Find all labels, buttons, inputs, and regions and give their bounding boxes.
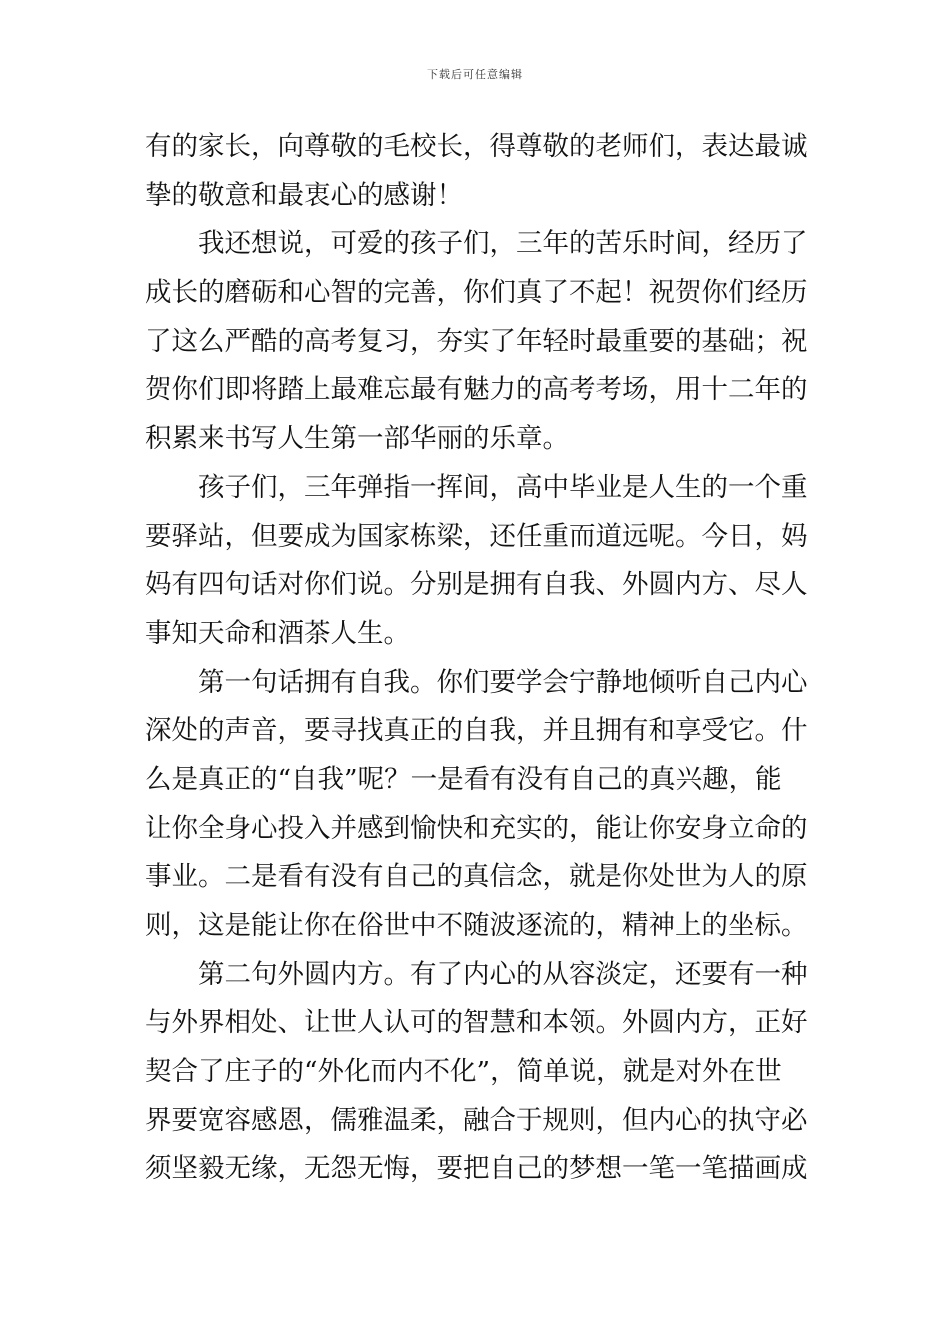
text-line: 事知天命和酒茶人生。	[145, 617, 410, 649]
paragraph-first-line: 第二句外圆内方。有了内心的从容淡定，还要有一种	[198, 958, 808, 990]
paragraph-first-line: 孩子们，三年弹指一挥间，高中毕业是人生的一个重	[198, 471, 808, 503]
text-line: 成长的磨砺和心智的完善，你们真了不起！祝贺你们经历	[145, 277, 808, 309]
text-line: 贺你们即将踏上最难忘最有魅力的高考考场，用十二年的	[145, 374, 808, 406]
text-line: 妈有四句话对你们说。分别是拥有自我、外圆内方、尽人	[145, 569, 808, 601]
text-line: 让你全身心投入并感到愉快和充实的，能让你安身立命的	[145, 812, 808, 844]
text-line: 契合了庄子的“外化而内不化”，简单说，就是对外在世	[145, 1056, 782, 1088]
text-line: 与外界相处、让世人认可的智慧和本领。外圆内方，正好	[145, 1007, 808, 1039]
text-line: 事业。二是看有没有自己的真信念，就是你处世为人的原	[145, 861, 808, 893]
text-line: 么是真正的“自我”呢？一是看有没有自己的真兴趣，能	[145, 763, 782, 795]
text-line: 深处的声音，要寻找真正的自我，并且拥有和享受它。什	[145, 715, 808, 747]
text-line: 要驿站，但要成为国家栋梁，还任重而道远呢。今日，妈	[145, 520, 808, 552]
text-line: 积累来书写人生第一部华丽的乐章。	[145, 423, 569, 455]
text-line: 挚的敬意和最衷心的感谢！	[145, 179, 463, 211]
paragraph-first-line: 我还想说，可爱的孩子们，三年的苦乐时间，经历了	[198, 228, 808, 260]
text-line: 有的家长，向尊敬的毛校长，得尊敬的老师们，表达最诚	[145, 131, 808, 162]
text-line: 则，这是能让你在俗世中不随波逐流的，精神上的坐标。	[145, 910, 808, 941]
text-line: 了这么严酷的高考复习，夯实了年轻时最重要的基础；祝	[145, 325, 808, 357]
document-body	[145, 123, 815, 1194]
page-header: 下载后可任意编辑	[427, 68, 523, 81]
text-line: 须坚毅无缘，无怨无悔，要把自己的梦想一笔一笔描画成	[145, 1153, 808, 1185]
paragraph-first-line: 第一句话拥有自我。你们要学会宁静地倾听自己内心	[198, 666, 808, 698]
text-line: 界要宽容感恩，儒雅温柔，融合于规则，但内心的执守必	[145, 1104, 808, 1136]
